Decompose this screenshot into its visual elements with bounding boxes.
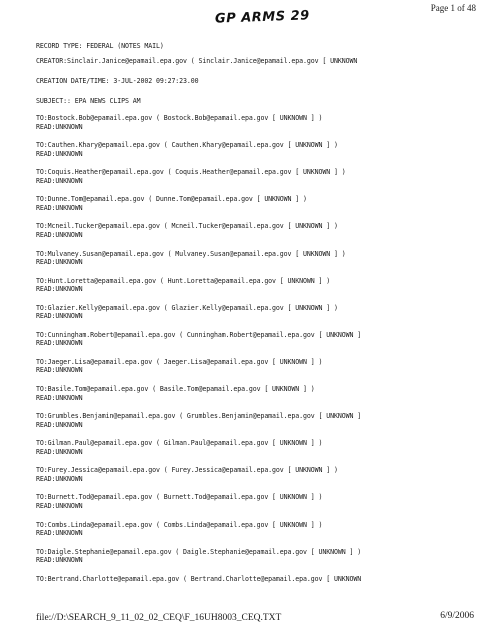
recipient-entry bbox=[36, 358, 322, 375]
recipient-entry bbox=[36, 277, 330, 294]
recipient-entry bbox=[36, 304, 338, 321]
recipient-entry bbox=[36, 141, 338, 158]
footer-file-path: file://D:\SEARCH_9_11_02_02_CEQ\F_16UH8003_CEQ.TXT bbox=[36, 613, 282, 623]
recipient-to-line: TO:Dunne.Tom@epamail.epa.gov ( Dunne.Tom@epamail.epa.gov [ UNKNOWN ] ) bbox=[36, 195, 307, 204]
recipient-to-line: TO:Daigle.Stephanie@epamail.epa.gov ( Daigle.Stephanie@epamail.epa.gov [ UNKNOWN ] ) bbox=[36, 547, 362, 556]
recipient-read-status: READ:UNKNOWN bbox=[36, 447, 83, 456]
recipient-to-line: TO:Cunningham.Robert@epamail.epa.gov ( Cunningham.Robert@epamail.epa.gov [ UNKNOWN ] bbox=[36, 330, 362, 339]
creation-datetime-line: CREATION DATE/TIME: 3-JUL-2002 09:27:23.00 bbox=[36, 77, 199, 85]
creator-line: CREATOR:Sinclair.Janice@epamail.epa.gov ( Sinclair.Janice@epamail.epa.gov [ UNKNOWN bbox=[36, 57, 358, 65]
subject-line: SUBJECT:: EPA NEWS CLIPS AM bbox=[36, 97, 141, 105]
recipient-to-line: TO:Burnett.Tod@epamail.epa.gov ( Burnett.Tod@epamail.epa.gov [ UNKNOWN ] ) bbox=[36, 493, 323, 502]
recipient-entry bbox=[36, 439, 322, 456]
recipient-entry bbox=[36, 466, 338, 483]
recipient-to-line: TO:Coquis.Heather@epamail.epa.gov ( Coquis.Heather@epamail.epa.gov [ UNKNOWN ] ) bbox=[36, 168, 346, 177]
recipient-read-status: READ:UNKNOWN bbox=[36, 366, 83, 375]
recipient-entry bbox=[36, 114, 322, 131]
recipient-read-status: READ:UNKNOWN bbox=[36, 339, 83, 348]
recipient-to-line: TO:Furey.Jessica@epamail.epa.gov ( Furey.Jessica@epamail.epa.gov [ UNKNOWN ] ) bbox=[36, 466, 338, 475]
recipient-to-line: TO:Cauthen.Khary@epamail.epa.gov ( Cauthen.Khary@epamail.epa.gov [ UNKNOWN ] ) bbox=[36, 141, 338, 150]
recipient-entry bbox=[36, 385, 315, 402]
recipient-to-line: TO:Grumbles.Benjamin@epamail.epa.gov ( Grumbles.Benjamin@epamail.epa.gov [ UNKNOWN ] bbox=[36, 412, 362, 421]
recipient-entry bbox=[36, 222, 338, 239]
record-type-line: RECORD TYPE: FEDERAL (NOTES MAIL) bbox=[36, 42, 164, 50]
recipient-to-line: TO:Combs.Linda@epamail.epa.gov ( Combs.Linda@epamail.epa.gov [ UNKNOWN ] ) bbox=[36, 520, 323, 529]
recipient-read-status: READ:UNKNOWN bbox=[36, 501, 83, 510]
recipient-read-status: READ:UNKNOWN bbox=[36, 258, 83, 267]
recipient-entry bbox=[36, 195, 307, 212]
recipient-to-line: TO:Glazier.Kelly@epamail.epa.gov ( Glazier.Kelly@epamail.epa.gov [ UNKNOWN ] ) bbox=[36, 303, 338, 312]
recipient-entry bbox=[36, 412, 361, 429]
recipient-read-status: READ:UNKNOWN bbox=[36, 230, 83, 239]
recipient-entry bbox=[36, 250, 346, 267]
recipient-entry bbox=[36, 521, 322, 538]
recipient-entry bbox=[36, 331, 361, 348]
recipient-read-status: READ:UNKNOWN bbox=[36, 285, 83, 294]
recipient-read-status: READ:UNKNOWN bbox=[36, 312, 83, 321]
recipient-entry bbox=[36, 493, 322, 510]
recipient-read-status: READ:UNKNOWN bbox=[36, 203, 83, 212]
recipient-read-status: READ:UNKNOWN bbox=[36, 122, 83, 131]
footer-date: 6/9/2006 bbox=[440, 611, 474, 621]
recipient-to-line: TO:Gilman.Paul@epamail.epa.gov ( Gilman.Paul@epamail.epa.gov [ UNKNOWN ] ) bbox=[36, 439, 323, 448]
recipient-entry bbox=[36, 168, 346, 185]
recipient-entry bbox=[36, 575, 361, 584]
recipient-read-status: READ:UNKNOWN bbox=[36, 176, 83, 185]
recipient-to-line: TO:Mcneil.Tucker@epamail.epa.gov ( Mcneil.Tucker@epamail.epa.gov [ UNKNOWN ] ) bbox=[36, 222, 338, 231]
recipient-read-status: READ:UNKNOWN bbox=[36, 474, 83, 483]
recipient-to-line: TO:Jaeger.Lisa@epamail.epa.gov ( Jaeger.Lisa@epamail.epa.gov [ UNKNOWN ] ) bbox=[36, 357, 323, 366]
recipient-entry bbox=[36, 548, 361, 565]
recipient-read-status: READ:UNKNOWN bbox=[36, 149, 83, 158]
page-number: Page 1 of 48 bbox=[430, 3, 476, 13]
recipient-read-status: READ:UNKNOWN bbox=[36, 393, 83, 402]
recipient-read-status: READ:UNKNOWN bbox=[36, 420, 83, 429]
recipient-read-status: READ:UNKNOWN bbox=[36, 556, 83, 565]
recipient-to-line: TO:Bostock.Bob@epamail.epa.gov ( Bostock.Bob@epamail.epa.gov [ UNKNOWN ] ) bbox=[36, 114, 323, 122]
recipient-to-line: TO:Hunt.Loretta@epamail.epa.gov ( Hunt.Loretta@epamail.epa.gov [ UNKNOWN ] ) bbox=[36, 276, 331, 285]
recipient-to-line: TO:Bertrand.Charlotte@epamail.epa.gov ( Bertrand.Charlotte@epamail.epa.gov [ UNKNOWN bbox=[36, 574, 362, 583]
recipient-read-status: READ:UNKNOWN bbox=[36, 529, 83, 538]
recipient-to-line: TO:Mulvaney.Susan@epamail.epa.gov ( Mulvaney.Susan@epamail.epa.gov [ UNKNOWN ] ) bbox=[36, 249, 346, 258]
recipient-to-line: TO:Basile.Tom@epamail.epa.gov ( Basile.Tom@epamail.epa.gov [ UNKNOWN ] ) bbox=[36, 385, 315, 393]
handwritten-annotation: GP ARMS 29 bbox=[214, 8, 310, 27]
